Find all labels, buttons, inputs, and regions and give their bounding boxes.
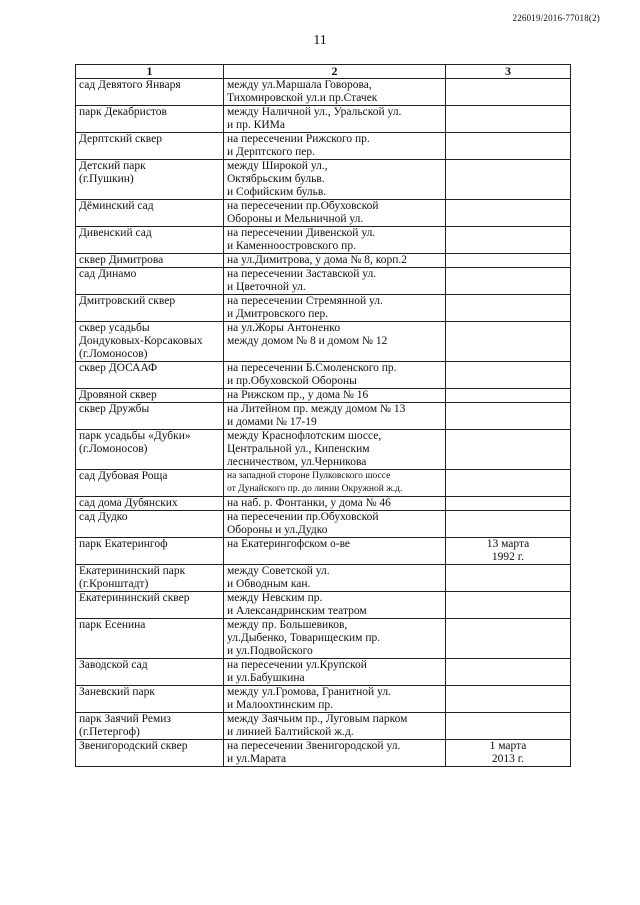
cell-date (446, 133, 571, 160)
cell-name (76, 686, 224, 713)
cell-line: и Цветочной ул. (227, 281, 306, 293)
table-row (76, 659, 571, 686)
cell-name (76, 79, 224, 106)
cell-location (224, 686, 446, 713)
table-row (76, 79, 571, 106)
cell-line: на пересечении Заставской ул. (227, 268, 377, 280)
table-row (76, 430, 571, 470)
cell-line: на Екатерингофском о-ве (227, 538, 351, 550)
cell-location (224, 200, 446, 227)
cell-line: сад Дудко (79, 511, 128, 523)
cell-line: и Александринским театром (227, 605, 367, 617)
cell-location (224, 538, 446, 565)
cell-name (76, 268, 224, 295)
cell-line: и Дерптского пер. (227, 146, 315, 158)
table-row (76, 362, 571, 389)
cell-line: Обороны и Мельничной ул. (227, 213, 364, 225)
cell-line: и Дмитровского пер. (227, 308, 329, 320)
table-row (76, 268, 571, 295)
cell-location (224, 659, 446, 686)
cell-date (446, 497, 571, 511)
cell-line: на пересечении пр.Обуховской (227, 511, 379, 523)
table-row (76, 497, 571, 511)
cell-date (446, 538, 571, 565)
cell-date (446, 227, 571, 254)
cell-date (446, 686, 571, 713)
cell-date (446, 740, 571, 767)
cell-name (76, 106, 224, 133)
cell-line: парк Заячий Ремиз (79, 713, 171, 725)
table-row (76, 619, 571, 659)
table-row (76, 565, 571, 592)
cell-line: между Широкой ул., (227, 160, 328, 172)
document-number: 226019/2016-77018(2) (512, 13, 600, 23)
cell-line: и пр. КИМа (227, 119, 285, 131)
table-row (76, 686, 571, 713)
cell-name (76, 254, 224, 268)
cell-line: на пересечении пр.Обуховской (227, 200, 379, 212)
cell-location (224, 268, 446, 295)
cell-line: на наб. р. Фонтанки, у дома № 46 (227, 497, 391, 509)
cell-name (76, 470, 224, 497)
cell-line: Детский парк (79, 160, 146, 172)
cell-date (446, 106, 571, 133)
cell-location (224, 389, 446, 403)
cell-line: между Невским пр. (227, 592, 323, 604)
cell-line: между пр. Большевиков, (227, 619, 348, 631)
cell-line: Дерптский сквер (79, 133, 162, 145)
cell-line: Заводской сад (79, 659, 148, 671)
cell-date (446, 713, 571, 740)
cell-location (224, 133, 446, 160)
cell-line: Звенигородский сквер (79, 740, 188, 752)
table-row (76, 740, 571, 767)
cell-date (446, 592, 571, 619)
cell-line: Центральной ул., Кипенским (227, 443, 370, 455)
cell-line: (г.Петергоф) (79, 726, 140, 738)
cell-location (224, 79, 446, 106)
cell-location (224, 470, 446, 497)
cell-line: на пересечении Звенигородской ул. (227, 740, 401, 752)
cell-date (446, 389, 571, 403)
cell-line: на ул.Жоры Антоненко (227, 322, 341, 334)
cell-name (76, 403, 224, 430)
cell-line: на пересечении Дивенской ул. (227, 227, 376, 239)
table-row (76, 200, 571, 227)
cell-line: сад Девятого Января (79, 79, 181, 91)
cell-date (446, 160, 571, 200)
cell-name (76, 740, 224, 767)
cell-line: (г.Ломоносов) (79, 443, 148, 455)
cell-name (76, 619, 224, 659)
cell-name (76, 133, 224, 160)
cell-line: Дондуковых-Корсаковых (79, 335, 203, 347)
cell-location (224, 403, 446, 430)
table-row (76, 592, 571, 619)
cell-line: парк усадьбы «Дубки» (79, 430, 191, 442)
cell-location (224, 740, 446, 767)
cell-name (76, 430, 224, 470)
cell-line: лесничеством, ул.Черникова (227, 456, 367, 468)
table-row (76, 295, 571, 322)
cell-date (446, 403, 571, 430)
cell-line: между Советской ул. (227, 565, 330, 577)
cell-name (76, 497, 224, 511)
cell-line: и домами № 17-19 (227, 416, 317, 428)
cell-date (446, 511, 571, 538)
cell-line: между ул.Громова, Гранитной ул. (227, 686, 391, 698)
column-header: 3 (446, 65, 571, 79)
cell-line: сквер Дружбы (79, 403, 150, 415)
cell-line: парк Есенина (79, 619, 146, 631)
cell-line: между Краснофлотским шоссе, (227, 430, 382, 442)
cell-name (76, 295, 224, 322)
table-row (76, 713, 571, 740)
cell-location (224, 430, 446, 470)
cell-name (76, 511, 224, 538)
cell-location (224, 497, 446, 511)
cell-line: Обороны и ул.Дудко (227, 524, 328, 536)
cell-line: (г.Кронштадт) (79, 578, 149, 590)
cell-line: Октябрьским бульв. (227, 173, 325, 185)
cell-location (224, 362, 446, 389)
cell-line: 1992 г. (491, 551, 525, 563)
cell-line: Дмитровский сквер (79, 295, 176, 307)
table-row (76, 106, 571, 133)
cell-name (76, 565, 224, 592)
cell-line: Дивенский сад (79, 227, 152, 239)
table-body (76, 79, 571, 767)
cell-location (224, 511, 446, 538)
cell-location (224, 565, 446, 592)
cell-line: 1 марта (489, 740, 527, 752)
cell-line: между Наличной ул., Уральской ул. (227, 106, 402, 118)
cell-line: 13 марта (486, 538, 530, 550)
cell-line: сад дома Дубянских (79, 497, 178, 509)
cell-location (224, 160, 446, 200)
cell-date (446, 619, 571, 659)
cell-name (76, 713, 224, 740)
cell-date (446, 200, 571, 227)
cell-line: сквер усадьбы (79, 322, 150, 334)
cell-line: ул.Дыбенко, Товарищеским пр. (227, 632, 381, 644)
cell-line: сквер Димитрова (79, 254, 164, 266)
column-header: 2 (224, 65, 446, 79)
cell-location (224, 254, 446, 268)
table-row (76, 403, 571, 430)
cell-name (76, 227, 224, 254)
cell-name (76, 538, 224, 565)
cell-line: сад Динамо (79, 268, 137, 280)
cell-date (446, 254, 571, 268)
cell-location (224, 295, 446, 322)
cell-date (446, 565, 571, 592)
cell-date (446, 659, 571, 686)
table-row (76, 470, 571, 497)
cell-line: и ул.Бабушкина (227, 672, 305, 684)
cell-line: на Литейном пр. между домом № 13 (227, 403, 406, 415)
cell-line: и Обводным кан. (227, 578, 311, 590)
cell-line: и ул.Подвойского (227, 645, 313, 657)
table-row (76, 322, 571, 362)
cell-location (224, 227, 446, 254)
cell-line: и Софийским бульв. (227, 186, 327, 198)
cell-line: Екатерининский сквер (79, 592, 190, 604)
table-header-row (76, 65, 571, 79)
cell-name (76, 322, 224, 362)
cell-line: сквер ДОСААФ (79, 362, 158, 374)
cell-date (446, 268, 571, 295)
cell-line: на западной стороне Пулковского шоссе (227, 471, 391, 481)
table-row (76, 133, 571, 160)
cell-line: и пр.Обуховской Обороны (227, 375, 357, 387)
cell-date (446, 79, 571, 106)
cell-location (224, 106, 446, 133)
cell-line: и линией Балтийской ж.д. (227, 726, 354, 738)
cell-location (224, 592, 446, 619)
cell-line: парк Декабристов (79, 106, 167, 118)
cell-name (76, 362, 224, 389)
cell-line: на Рижском пр., у дома № 16 (227, 389, 369, 401)
cell-line: и Каменноостровского пр. (227, 240, 356, 252)
cell-line: сад Дубовая Роща (79, 470, 168, 482)
cell-name (76, 592, 224, 619)
cell-line: Екатерининский парк (79, 565, 186, 577)
cell-line: между Заячьим пр., Луговым парком (227, 713, 408, 725)
table-row (76, 538, 571, 565)
cell-date (446, 295, 571, 322)
cell-name (76, 389, 224, 403)
cell-line: (г.Пушкин) (79, 173, 134, 185)
cell-line: между домом № 8 и домом № 12 (227, 335, 388, 347)
cell-line: на пересечении Стремянной ул. (227, 295, 383, 307)
cell-line: Заневский парк (79, 686, 155, 698)
table-row (76, 389, 571, 403)
table-row (76, 254, 571, 268)
cell-date (446, 322, 571, 362)
cell-line: на пересечении Б.Смоленского пр. (227, 362, 397, 374)
cell-line: парк Екатерингоф (79, 538, 168, 550)
cell-name (76, 160, 224, 200)
column-header: 1 (76, 65, 224, 79)
parks-table (75, 64, 571, 767)
table-row (76, 511, 571, 538)
cell-line: на пересечении ул.Крупской (227, 659, 367, 671)
table-row (76, 160, 571, 200)
cell-line: Тихомировской ул.и пр.Стачек (227, 92, 378, 104)
cell-name (76, 200, 224, 227)
cell-line: и Малоохтинским пр. (227, 699, 333, 711)
page-number: 11 (313, 33, 327, 48)
cell-name (76, 659, 224, 686)
cell-line: Дровяной сквер (79, 389, 157, 401)
table-row (76, 227, 571, 254)
cell-date (446, 362, 571, 389)
cell-line: между ул.Маршала Говорова, (227, 79, 372, 91)
cell-line: Дёминский сад (79, 200, 154, 212)
cell-date (446, 430, 571, 470)
cell-date (446, 470, 571, 497)
cell-line: на ул.Димитрова, у дома № 8, корп.2 (227, 254, 408, 266)
cell-line: 2013 г. (491, 753, 525, 765)
cell-line: от Дунайского пр. до линии Окружной ж.д. (227, 484, 403, 494)
cell-location (224, 713, 446, 740)
cell-location (224, 322, 446, 362)
cell-line: и ул.Марата (227, 753, 287, 765)
cell-line: на пересечении Рижского пр. (227, 133, 370, 145)
cell-line: (г.Ломоносов) (79, 348, 148, 360)
cell-location (224, 619, 446, 659)
